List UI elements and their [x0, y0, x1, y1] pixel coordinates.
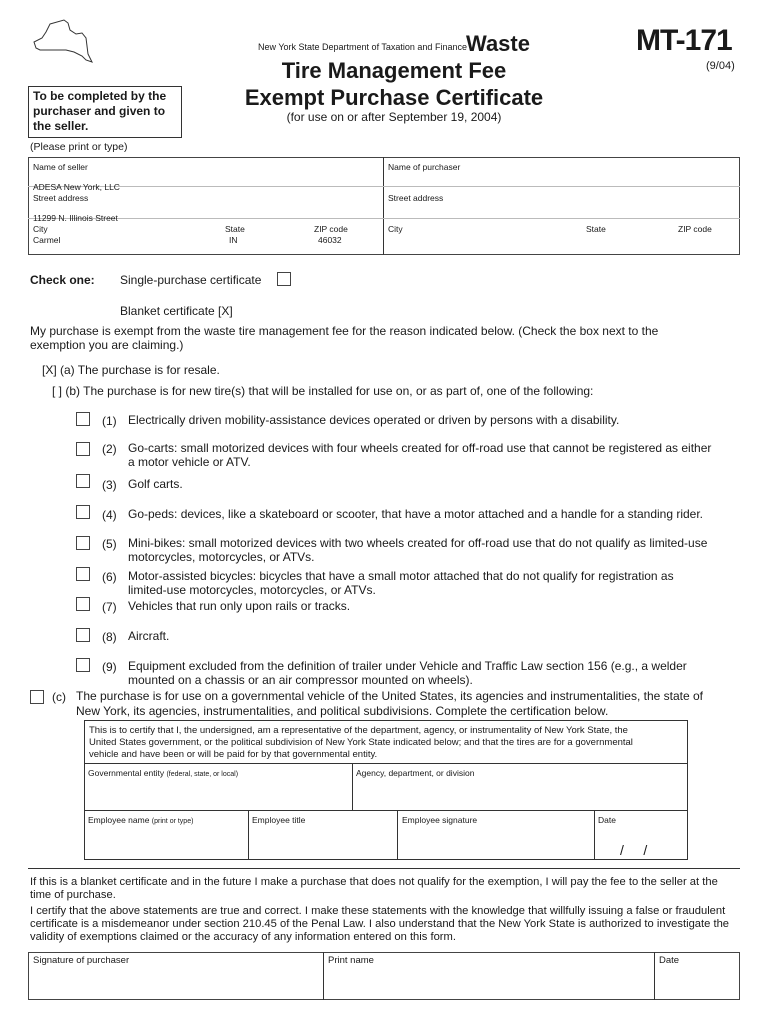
item-5-checkbox[interactable]: [76, 536, 90, 550]
item-1-checkbox[interactable]: [76, 412, 90, 426]
employee-title-field[interactable]: [250, 826, 395, 858]
seller-street-label: Street address: [33, 193, 89, 203]
agency-label: Agency, department, or division: [356, 768, 475, 778]
item-9-text-line2: mounted on a chassis or an air compressor mounted on wheels).: [128, 673, 473, 687]
item-4-checkbox[interactable]: [76, 505, 90, 519]
gov-cert-text-line3: vehicle and have been or will be paid for by that governmental entity.: [89, 749, 378, 760]
gov-date-field[interactable]: / /: [620, 842, 648, 858]
purchaser-state-label: State: [586, 224, 606, 234]
item-1-number: (1): [102, 414, 117, 428]
form-subtitle: (for use on or after September 19, 2004): [286, 110, 502, 124]
seller-zip-field[interactable]: 46032: [318, 235, 342, 245]
item-3-number: (3): [102, 478, 117, 492]
item-2-text-line2: a motor vehicle or ATV.: [128, 455, 251, 469]
seller-purchaser-table: [28, 157, 740, 255]
print-name-label: Print name: [328, 955, 374, 966]
purchaser-name-label: Name of purchaser: [388, 162, 461, 172]
item-9-text-line1: Equipment excluded from the definition of trailer under Vehicle and Traffic Law section 156 (e.g., a welder: [128, 659, 687, 673]
employee-name-field[interactable]: [86, 826, 246, 858]
gov-entity-field[interactable]: [86, 780, 350, 808]
reason-a: [X] (a) The purchase is for resale.: [42, 363, 220, 377]
employee-signature-label: Employee signature: [402, 815, 478, 825]
seller-name-label: Name of seller: [33, 162, 88, 172]
employee-title-label: Employee title: [252, 815, 306, 825]
certify-statement-line1: I certify that the above statements are true and correct. I make these statements with the knowledge that willfully issuing a false or fraudulent: [30, 905, 726, 917]
gov-cert-text-line2: United States government, or the political subdivision of New York State indicated below; and that the tires are for a governmental: [89, 737, 633, 748]
item-3-text: Golf carts.: [128, 477, 183, 491]
instructions-line3: the seller.: [33, 119, 89, 133]
form-title-line3: Exempt Purchase Certificate: [244, 85, 544, 110]
instructions-line1: To be completed by the: [33, 89, 167, 103]
item-3-checkbox[interactable]: [76, 474, 90, 488]
item-4-text: Go-peds: devices, like a skateboard or scooter, that have a motor attached and a handle for a standing rider.: [128, 507, 704, 521]
signature-of-purchaser-field[interactable]: [30, 966, 321, 998]
item-6-text-line2: limited-use motorcycles, motorcycles, or ATVs.: [128, 583, 376, 597]
seller-city-label: City: [33, 224, 48, 234]
single-purchase-label: Single-purchase certificate: [120, 273, 262, 287]
print-note: (Please print or type): [30, 141, 128, 153]
seller-state-field[interactable]: IN: [229, 235, 238, 245]
agency-name: New York State Department of Taxation and Finance: [258, 42, 467, 52]
item-7-checkbox[interactable]: [76, 597, 90, 611]
purchaser-street-label: Street address: [388, 193, 444, 203]
item-9-checkbox[interactable]: [76, 658, 90, 672]
purchaser-date-field[interactable]: [656, 966, 738, 998]
employee-signature-field[interactable]: [399, 826, 592, 858]
form-title-line2: Tire Management Fee: [281, 58, 507, 83]
purchaser-zip-label: ZIP code: [678, 224, 712, 234]
item-7-text: Vehicles that run only upon rails or tracks.: [128, 599, 351, 613]
form-date: (9/04): [706, 60, 735, 72]
item-2-number: (2): [102, 442, 117, 456]
exempt-intro-line2: exemption you are claiming.): [30, 338, 184, 352]
reason-c-text-line2: New York, its agencies, instrumentalities, and political subdivisions. Complete the certification below.: [76, 704, 609, 718]
item-4-number: (4): [102, 508, 117, 522]
check-one-label: Check one:: [30, 273, 95, 287]
item-6-text-line1: Motor-assisted bicycles: bicycles that have a small motor attached that do not qualify for registration as: [128, 569, 674, 583]
gov-date-label: Date: [598, 815, 616, 825]
item-5-number: (5): [102, 537, 117, 551]
employee-name-label: [88, 815, 193, 825]
instructions-box: [28, 86, 182, 138]
exempt-intro-line1: My purchase is exempt from the waste tire management fee for the reason indicated below. (Check the box next to the: [30, 324, 659, 338]
seller-street-field[interactable]: 11299 N. Illinois Street: [33, 213, 118, 223]
item-8-text: Aircraft.: [128, 629, 170, 643]
reason-b: [ ] (b) The purchase is for new tire(s) that will be installed for use on, or as part of, one of the following:: [52, 384, 594, 398]
blanket-statement-line1: If this is a blanket certificate and in the future I make a purchase that does not qualify for the exemption, I will pay the fee to the seller at the: [30, 876, 718, 888]
gov-entity-label-text: Governmental entity: [88, 768, 165, 778]
item-5-text-line1: Mini-bikes: small motorized devices with two wheels created for off-road use that do not qualify as limited-use: [128, 536, 708, 550]
seller-city-field[interactable]: Carmel: [33, 235, 61, 245]
employee-name-sublabel: (print or type): [151, 818, 194, 825]
item-6-checkbox[interactable]: [76, 567, 90, 581]
item-8-number: (8): [102, 630, 117, 644]
single-purchase-checkbox[interactable]: [277, 272, 291, 286]
seller-state-label: State: [225, 224, 245, 234]
seller-name-field[interactable]: ADESA New York, LLC: [33, 182, 120, 192]
print-name-field[interactable]: [325, 966, 652, 998]
employee-name-label-text: Employee name: [88, 815, 150, 825]
purchaser-date-label: Date: [659, 955, 680, 966]
agency-field[interactable]: [354, 780, 686, 808]
new-york-state-outline-icon: [30, 18, 94, 66]
item-7-number: (7): [102, 600, 117, 614]
form-title-word: Waste: [466, 31, 530, 56]
instructions-line2: purchaser and given to: [33, 104, 166, 118]
seller-zip-label: ZIP code: [314, 224, 348, 234]
item-1-text: Electrically driven mobility-assistance devices operated or driven by persons with a disability.: [128, 413, 620, 427]
item-6-number: (6): [102, 570, 117, 584]
certify-statement-line3: validity of exemptions claimed or the accuracy of any information entered on this form.: [30, 931, 456, 943]
blanket-statement-line2: time of purchase.: [30, 889, 116, 901]
gov-entity-label: [88, 768, 238, 778]
item-2-text-line1: Go-carts: small motorized devices with four wheels created for off-road use that cannot be registered as either: [128, 441, 712, 455]
reason-c-label: (c): [52, 690, 66, 704]
signature-of-purchaser-label: Signature of purchaser: [33, 955, 130, 966]
reason-c-checkbox[interactable]: [30, 690, 44, 704]
gov-entity-sublabel: (federal, state, or local): [166, 771, 239, 778]
item-8-checkbox[interactable]: [76, 628, 90, 642]
item-2-checkbox[interactable]: [76, 442, 90, 456]
reason-c-text-line1: The purchase is for use on a governmental vehicle of the United States, its agencies and instrumentalities, the state of: [76, 689, 704, 703]
certify-statement-line2: certificate is a misdemeanor under section 210.45 of the Penal Law. I also understand that the New York State is authorized to investigate the: [30, 918, 730, 930]
item-5-text-line2: motorcycles, motorcycles, or ATVs.: [128, 550, 315, 564]
item-9-number: (9): [102, 660, 117, 674]
purchaser-city-label: City: [388, 224, 403, 234]
form-number: MT-171: [636, 24, 732, 57]
gov-cert-text-line1: This is to certify that I, the undersigned, am a representative of the department, agency, or instrumentality of New York State, the: [89, 725, 628, 736]
blanket-certificate-label: Blanket certificate [X]: [120, 304, 233, 318]
